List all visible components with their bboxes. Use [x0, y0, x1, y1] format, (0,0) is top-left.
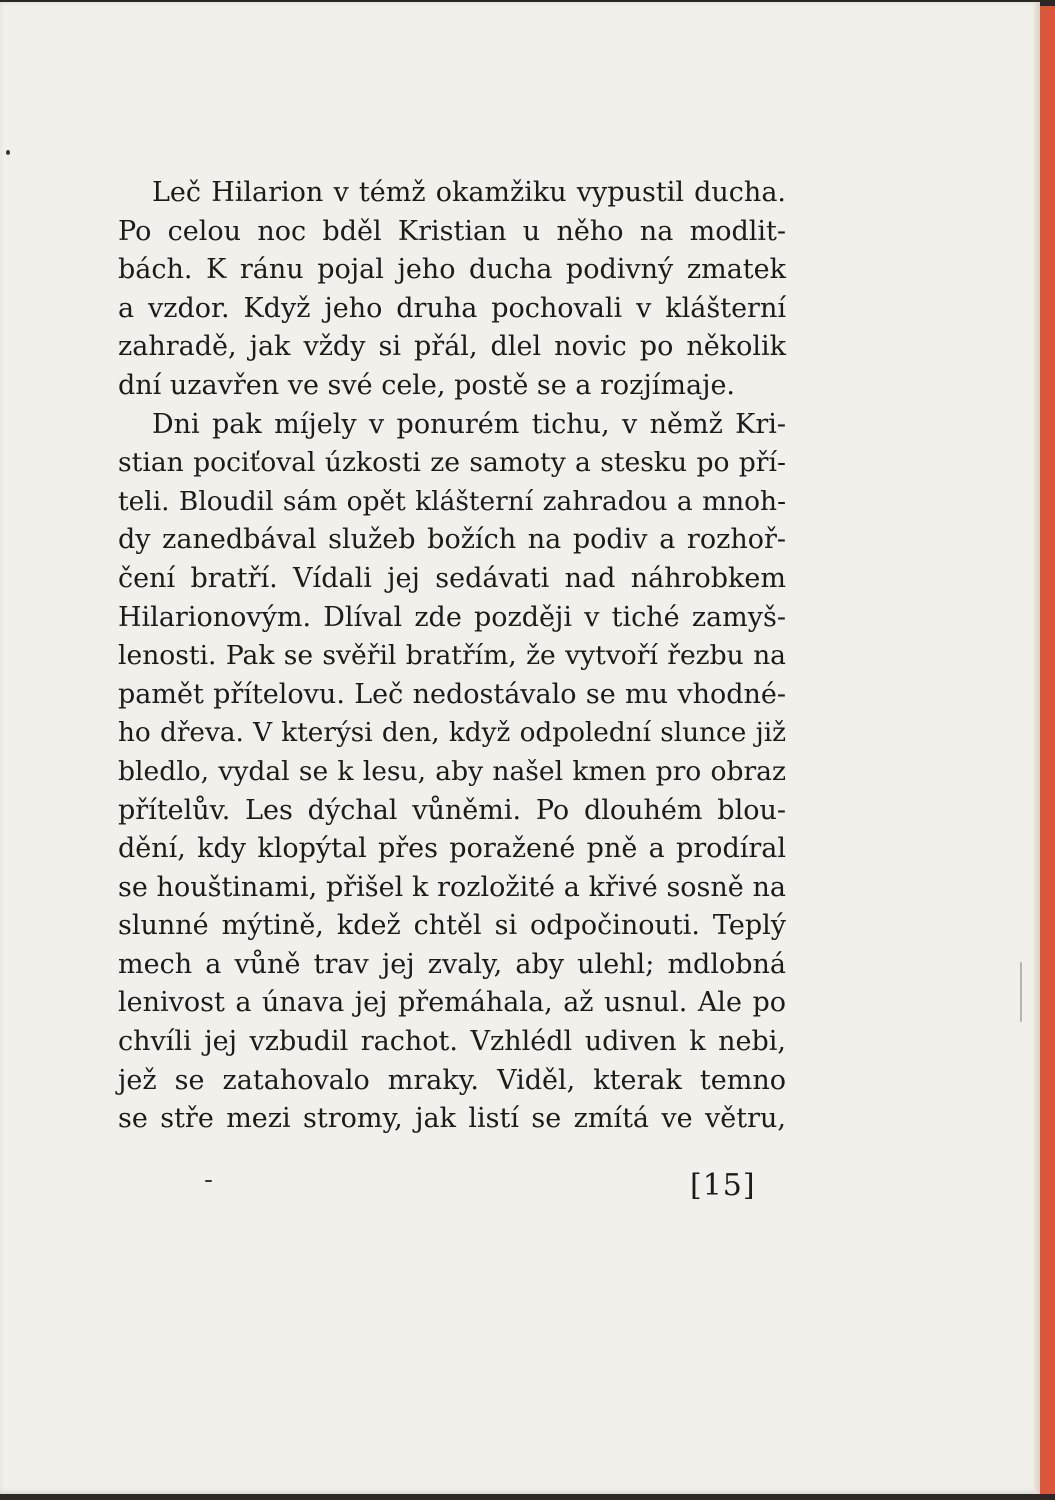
text-line: Po celou noc bděl Kristian u něho na modlit-	[118, 215, 786, 247]
text-line: teli. Bloudil sám opět klášterní zahradou a mnoh-	[118, 485, 786, 517]
text-line: pamět přítelovu. Leč nedostávalo se mu vhodné-	[118, 678, 786, 710]
text-line: lenivost a únava jej přemáhala, až usnul. Ale po	[118, 987, 786, 1019]
text-line: bledlo, vydal se k lesu, aby našel kmen pro obraz	[118, 755, 786, 787]
text-line: Hilarionovým. Dlíval zde později v tiché zamyš-	[118, 601, 786, 633]
text-line: čení bratří. Vídali jej sedávati nad náhrobkem	[118, 562, 786, 594]
text-line: jež se zatahovalo mraky. Viděl, kterak temno	[118, 1064, 786, 1096]
page-number: [15]	[690, 1168, 756, 1203]
book-page	[0, 2, 1040, 1494]
text-line: přítelův. Les dýchal vůněmi. Po dlouhém blou-	[118, 794, 786, 826]
body-text	[118, 174, 786, 1139]
text-line: stian pociťoval úzkosti ze samoty a stesku po pří-	[118, 447, 786, 479]
text-line: mech a vůně trav jej zvaly, aby ulehl; mdlobná	[118, 948, 786, 980]
ink-speck	[205, 1180, 212, 1182]
text-line: bách. K ránu pojal jeho ducha podivný zmatek	[118, 254, 786, 286]
text-line: lenosti. Pak se svěřil bratřím, že vytvoří řezbu na	[118, 640, 786, 672]
text-line: dění, kdy klopýtal přes poražené pně a prodíral	[118, 833, 786, 865]
text-line: se stře mezi stromy, jak listí se zmítá ve větru,	[118, 1103, 786, 1135]
paper-crease	[1020, 962, 1022, 1022]
text-line: Leč Hilarion v témž okamžiku vypustil ducha.	[152, 177, 786, 208]
text-line: chvíli jej vzbudil rachot. Vzhlédl udiven k nebi,	[118, 1026, 786, 1058]
text-line: zahradě, jak vždy si přál, dlel novic po několik	[118, 331, 786, 363]
ink-speck	[6, 150, 10, 155]
text-line: dní uzavřen ve své cele, postě se a rozjímaje.	[118, 369, 736, 401]
text-line: slunné mýtině, kdež chtěl si odpočinouti. Teplý	[118, 910, 786, 942]
text-line: dy zanedbával služeb božích na podiv a rozhoř-	[118, 524, 786, 556]
text-line: ho dřeva. V kterýsi den, když odpolední slunce již	[118, 718, 786, 749]
text-line: a vzdor. Když jeho druha pochovali v klášterní	[118, 292, 786, 324]
page-edge	[1034, 2, 1040, 1494]
text-line: se houštinami, přišel k rozložité a křivé sosně na	[118, 871, 786, 903]
text-line: Dni pak míjely v ponurém tichu, v němž Kri-	[152, 408, 786, 440]
